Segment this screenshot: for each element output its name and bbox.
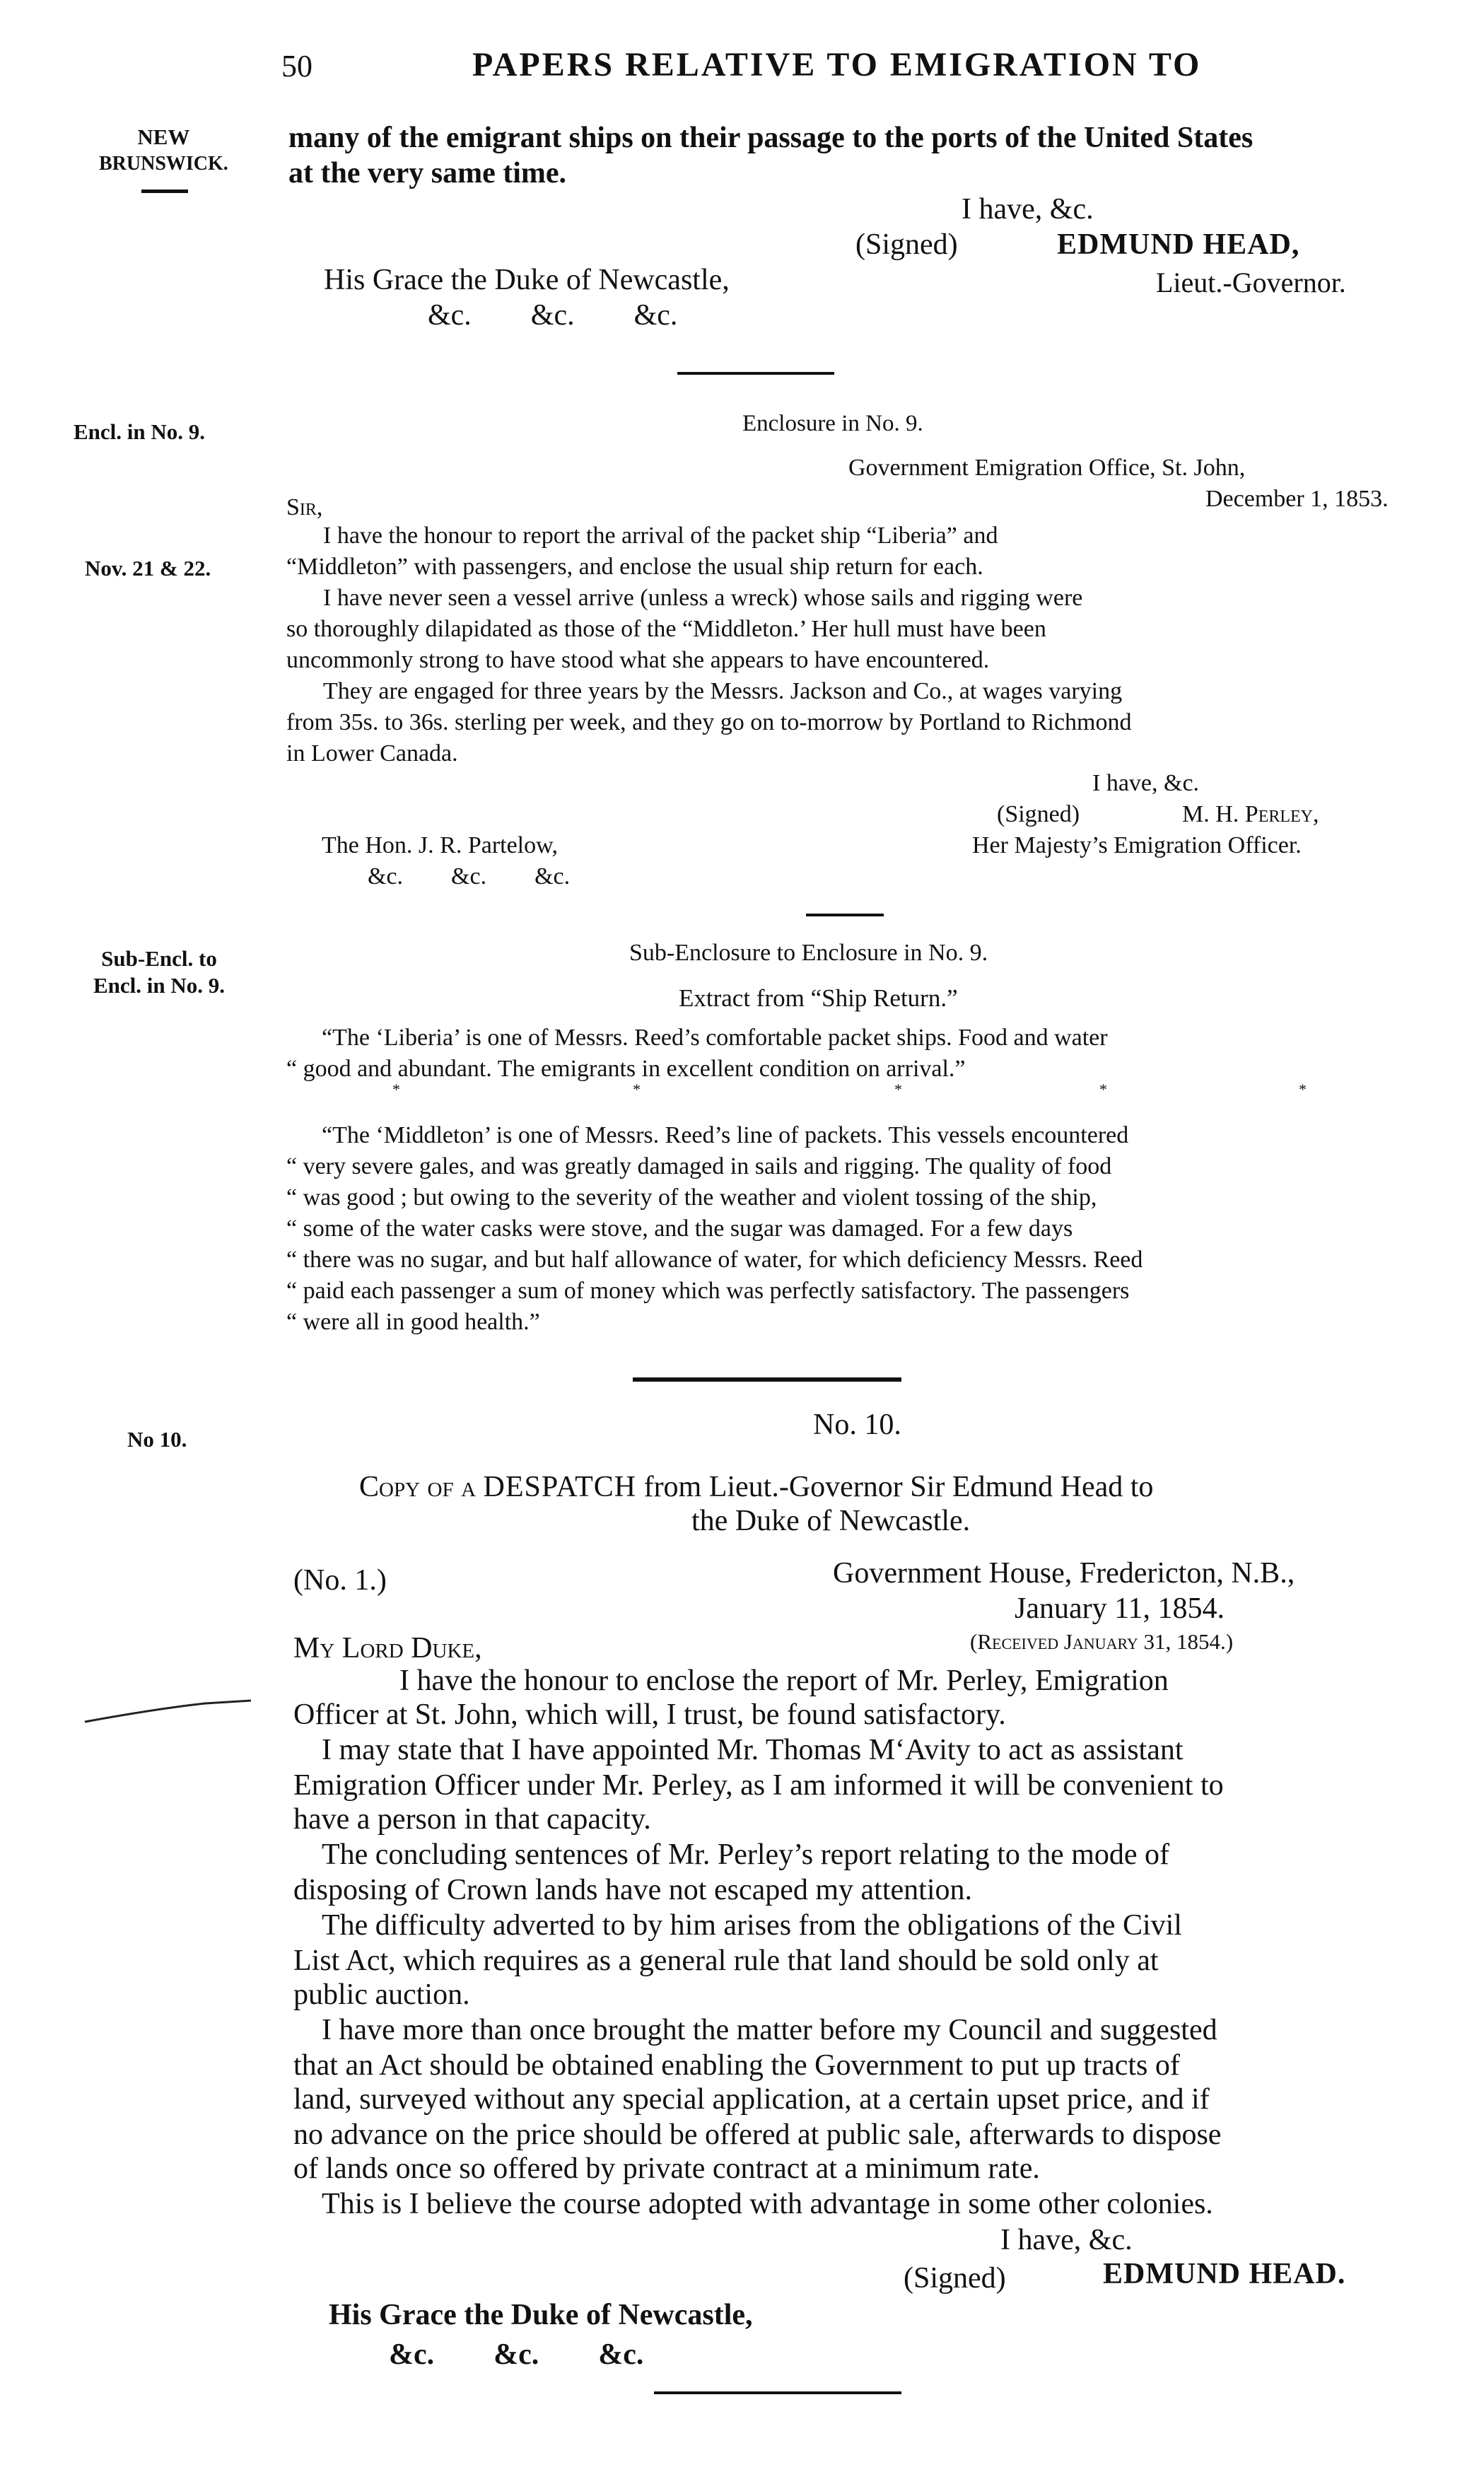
margin-no10: No 10. bbox=[127, 1427, 187, 1452]
enclosure-p1-l2: “Middleton” with passengers, and enclose the usual ship return for each. bbox=[286, 554, 983, 580]
despatch-title-line2: the Duke of Newcastle. bbox=[691, 1505, 971, 1537]
despatch-etc: &c. &c. &c. bbox=[389, 2338, 644, 2371]
section-rule-4 bbox=[654, 2391, 901, 2394]
section-rule-2 bbox=[806, 914, 884, 916]
despatch-signer: EDMUND HEAD. bbox=[1103, 2258, 1346, 2290]
margin-province-line2: BRUNSWICK. bbox=[99, 153, 228, 175]
margin-date: Nov. 21 & 22. bbox=[85, 556, 211, 581]
despatch-p3-l2: disposing of Crown lands have not escaped my attention. bbox=[293, 1874, 972, 1906]
ellipsis-star: * bbox=[1099, 1080, 1107, 1098]
top-addressee: His Grace the Duke of Newcastle, bbox=[324, 264, 730, 296]
despatch-p3-l1: The concluding sentences of Mr. Perley’s report relating to the mode of bbox=[322, 1838, 1169, 1871]
quote2-l4: “ some of the water casks were stove, and the sugar was damaged. For a few days bbox=[286, 1216, 1073, 1242]
top-etc: &c. &c. &c. bbox=[428, 299, 678, 332]
page-title: PAPERS RELATIVE TO EMIGRATION TO bbox=[472, 46, 1202, 83]
quote2-l7: “ were all in good health.” bbox=[286, 1309, 540, 1335]
despatch-no: (No. 1.) bbox=[293, 1564, 387, 1597]
despatch-i-have: I have, &c. bbox=[1000, 2224, 1133, 2256]
quote2-l5: “ there was no sugar, and but half allowance of water, for which deficiency Messrs. Reed bbox=[286, 1247, 1143, 1273]
top-line1: many of the emigrant ships on their passage to the ports of the United States bbox=[288, 122, 1254, 154]
subenclosure-subheading: Extract from “Ship Return.” bbox=[679, 984, 958, 1012]
despatch-title-keyword: DESPATCH bbox=[483, 1471, 637, 1503]
despatch-p1-l2: Officer at St. John, which will, I trust, be found satisfactory. bbox=[293, 1698, 1006, 1731]
despatch-p1-l1: I have the honour to enclose the report of Mr. Perley, Emigration bbox=[399, 1665, 1169, 1697]
enclosure-salutation: Sir, bbox=[286, 494, 323, 520]
ellipsis-star: * bbox=[894, 1080, 902, 1098]
quote1-l2: “ good and abundant. The emigrants in excellent condition on arrival.” bbox=[286, 1056, 966, 1082]
ellipsis-star: * bbox=[633, 1080, 641, 1098]
despatch-p4-l1: The difficulty adverted to by him arises from the obligations of the Civil bbox=[322, 1909, 1182, 1942]
despatch-p2-l3: have a person in that capacity. bbox=[293, 1803, 651, 1836]
enclosure-p1-l1: I have the honour to report the arrival of the packet ship “Liberia” and bbox=[323, 523, 998, 549]
enclosure-i-have: I have, &c. bbox=[1092, 770, 1200, 796]
quote2-l1: “The ‘Middleton’ is one of Messrs. Reed’s line of packets. This vessels encountered bbox=[322, 1122, 1129, 1148]
section-rule-1 bbox=[677, 372, 834, 375]
enclosure-p3-l2: from 35s. to 36s. sterling per week, and they go on to-morrow by Portland to Richmond bbox=[286, 709, 1132, 735]
enclosure-p3-l1: They are engaged for three years by the Messrs. Jackson and Co., at wages varying bbox=[323, 678, 1123, 704]
despatch-p5-l5: of lands once so offered by private contract at a minimum rate. bbox=[293, 2152, 1040, 2185]
page-number: 50 bbox=[281, 49, 312, 83]
enclosure-date: December 1, 1853. bbox=[1205, 486, 1389, 512]
quote1-l1: “The ‘Liberia’ is one of Messrs. Reed’s comfortable packet ships. Food and water bbox=[322, 1025, 1108, 1051]
enclosure-etc: &c. &c. &c. bbox=[368, 863, 571, 890]
despatch-p5-l1: I have more than once brought the matter before my Council and suggested bbox=[322, 2014, 1217, 2046]
despatch-title-prefix: Copy of a bbox=[359, 1471, 477, 1503]
despatch-addressee: His Grace the Duke of Newcastle, bbox=[329, 2299, 753, 2331]
despatch-signed: (Signed) bbox=[904, 2262, 1006, 2295]
top-signer-title: Lieut.-Governor. bbox=[1156, 267, 1346, 298]
despatch-p5-l3: land, surveyed without any special application, at a certain upset price, and if bbox=[293, 2083, 1210, 2116]
despatch-p5-l4: no advance on the price should be offered at public sale, afterwards to dispose bbox=[293, 2118, 1222, 2151]
despatch-p6-l1: This is I believe the course adopted with advantage in some other colonies. bbox=[322, 2188, 1213, 2220]
enclosure-place: Government Emigration Office, St. John, bbox=[848, 455, 1246, 481]
enclosure-signed: (Signed) bbox=[997, 801, 1080, 827]
despatch-p2-l1: I may state that I have appointed Mr. Thomas M‘Avity to act as assistant bbox=[322, 1734, 1184, 1766]
despatch-place: Government House, Fredericton, N.B., bbox=[833, 1557, 1295, 1590]
margin-subencl bbox=[93, 945, 225, 999]
quote2-l2: “ very severe gales, and was greatly damaged in sails and rigging. The quality of food bbox=[286, 1153, 1112, 1179]
enclosure-signer-title: Her Majesty’s Emigration Officer. bbox=[972, 832, 1302, 858]
enclosure-heading: Enclosure in No. 9. bbox=[742, 411, 923, 436]
section-rule-3 bbox=[633, 1377, 901, 1382]
margin-province bbox=[99, 124, 228, 177]
enclosure-p3-l3: in Lower Canada. bbox=[286, 740, 458, 766]
despatch-p4-l2: List Act, which requires as a general rule that land should be sold only at bbox=[293, 1945, 1159, 1977]
enclosure-p2-l3: uncommonly strong to have stood what she appears to have encountered. bbox=[286, 647, 990, 673]
despatch-p5-l2: that an Act should be obtained enabling the Government to put up tracts of bbox=[293, 2049, 1180, 2082]
enclosure-signer: M. H. Perley, bbox=[1182, 801, 1319, 827]
despatch-title-line1 bbox=[359, 1469, 1153, 1505]
despatch-p4-l3: public auction. bbox=[293, 1978, 470, 2011]
enclosure-p2-l2: so thoroughly dilapidated as those of the “Middleton.’ Her hull must have been bbox=[286, 616, 1046, 642]
quote2-l3: “ was good ; but owing to the severity of the weather and violent tossing of the ship, bbox=[286, 1184, 1097, 1211]
pen-mark bbox=[81, 1686, 255, 1729]
margin-subencl-line2: Encl. in No. 9. bbox=[93, 973, 226, 998]
top-i-have: I have, &c. bbox=[962, 193, 1094, 226]
top-signed: (Signed) bbox=[855, 228, 958, 261]
margin-province-line1: NEW bbox=[137, 124, 190, 149]
top-line2: at the very same time. bbox=[288, 157, 567, 190]
despatch-salutation: My Lord Duke, bbox=[293, 1632, 482, 1665]
despatch-received: (Received January 31, 1854.) bbox=[970, 1629, 1234, 1654]
despatch-number: No. 10. bbox=[813, 1409, 901, 1441]
despatch-title-rest: from Lieut.-Governor Sir Edmund Head to bbox=[643, 1471, 1154, 1503]
ellipsis-star: * bbox=[1299, 1080, 1307, 1098]
ellipsis-star: * bbox=[392, 1080, 400, 1098]
despatch-p2-l2: Emigration Officer under Mr. Perley, as I am informed it will be convenient to bbox=[293, 1769, 1224, 1802]
quote2-l6: “ paid each passenger a sum of money which was perfectly satisfactory. The passengers bbox=[286, 1278, 1130, 1304]
margin-subencl-line1: Sub-Encl. to bbox=[101, 946, 217, 971]
despatch-date: January 11, 1854. bbox=[1015, 1592, 1225, 1625]
subenclosure-heading: Sub-Enclosure to Enclosure in No. 9. bbox=[629, 940, 988, 966]
enclosure-p2-l1: I have never seen a vessel arrive (unless a wreck) whose sails and rigging were bbox=[323, 585, 1083, 611]
margin-dash bbox=[141, 190, 188, 193]
enclosure-addressee: The Hon. J. R. Partelow, bbox=[322, 832, 558, 858]
top-signer: EDMUND HEAD, bbox=[1057, 228, 1300, 261]
margin-encl: Encl. in No. 9. bbox=[74, 419, 206, 444]
